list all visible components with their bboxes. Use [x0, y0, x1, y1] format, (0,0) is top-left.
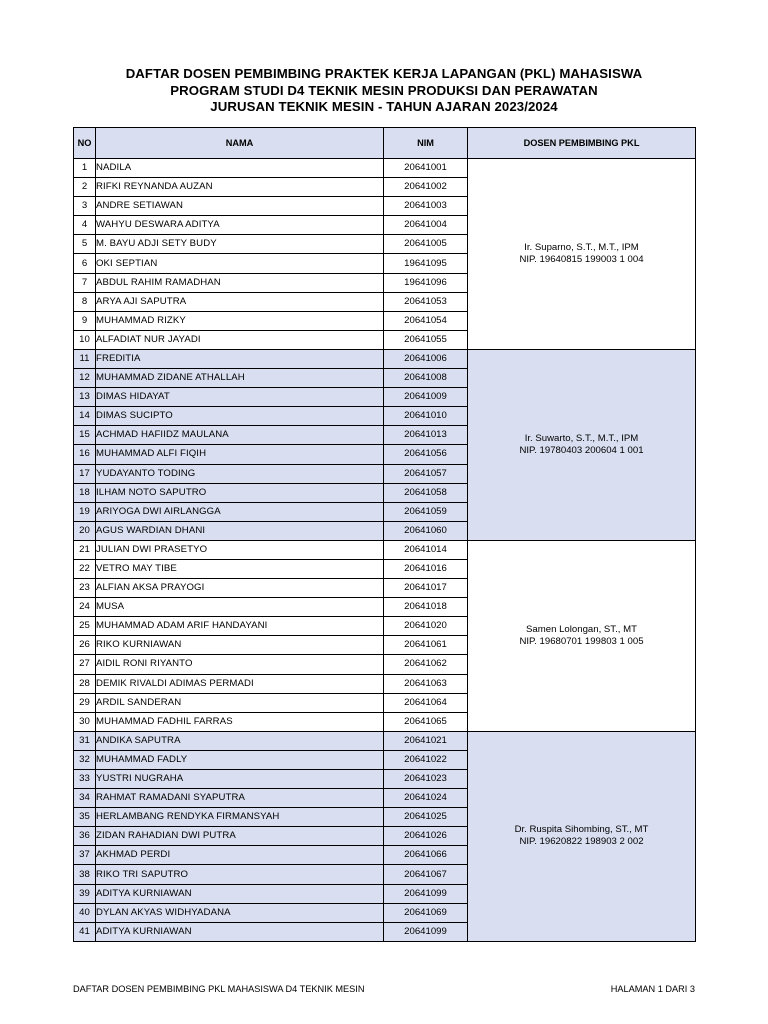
cell-no: 30: [74, 712, 96, 731]
dosen-name: Dr. Ruspita Sihombing, ST., MT: [514, 824, 649, 836]
cell-nim: 20641014: [384, 540, 468, 559]
cell-nama: ARYA AJI SAPUTRA: [96, 292, 384, 311]
cell-nim: 20641001: [384, 159, 468, 178]
cell-nim: 20641061: [384, 636, 468, 655]
cell-nama: ANDIKA SAPUTRA: [96, 731, 384, 750]
table-row: [74, 731, 696, 750]
table-row: [74, 349, 696, 368]
cell-nim: 20641099: [384, 884, 468, 903]
cell-nim: 20641016: [384, 559, 468, 578]
cell-nim: 20641057: [384, 464, 468, 483]
cell-no: 7: [74, 273, 96, 292]
cell-nama: MUHAMMAD RIZKY: [96, 311, 384, 330]
cell-nim: 20641053: [384, 292, 468, 311]
cell-nim: 20641064: [384, 693, 468, 712]
cell-nim: 20641067: [384, 865, 468, 884]
cell-nim: 20641054: [384, 311, 468, 330]
cell-nama: ALFADIAT NUR JAYADI: [96, 330, 384, 349]
cell-no: 16: [74, 445, 96, 464]
dosen-nip: NIP. 19680701 199803 1 005: [519, 635, 644, 647]
cell-nama: ARDIL SANDERAN: [96, 693, 384, 712]
cell-nama: WAHYU DESWARA ADITYA: [96, 216, 384, 235]
cell-no: 39: [74, 884, 96, 903]
table-row: [74, 540, 696, 559]
cell-nim: 20641024: [384, 789, 468, 808]
cell-nama: M. BAYU ADJI SETY BUDY: [96, 235, 384, 254]
cell-nama: MUHAMMAD ALFI FIQIH: [96, 445, 384, 464]
cell-nama: JULIAN DWI PRASETYO: [96, 540, 384, 559]
cell-no: 12: [74, 369, 96, 388]
cell-no: 21: [74, 540, 96, 559]
cell-no: 27: [74, 655, 96, 674]
cell-no: 29: [74, 693, 96, 712]
cell-dosen-pembimbing: [468, 540, 696, 731]
cell-no: 33: [74, 770, 96, 789]
cell-nim: 20641065: [384, 712, 468, 731]
cell-nim: 20641059: [384, 502, 468, 521]
cell-nama: MUHAMMAD FADLY: [96, 750, 384, 769]
cell-nama: FREDITIA: [96, 349, 384, 368]
cell-nim: 20641062: [384, 655, 468, 674]
cell-nama: ACHMAD HAFIIDZ MAULANA: [96, 426, 384, 445]
cell-nama: RIFKI REYNANDA AUZAN: [96, 178, 384, 197]
title-line-1: DAFTAR DOSEN PEMBIMBING PRAKTEK KERJA LAPANGAN (PKL) MAHASISWA: [125, 66, 643, 81]
cell-nim: 20641009: [384, 388, 468, 407]
cell-nim: 20641005: [384, 235, 468, 254]
cell-nama: RIKO KURNIAWAN: [96, 636, 384, 655]
cell-nim: 20641003: [384, 197, 468, 216]
table-header-row: [74, 128, 696, 159]
cell-nama: ANDRE SETIAWAN: [96, 197, 384, 216]
title-line-2: PROGRAM STUDI D4 TEKNIK MESIN PRODUKSI DAN PERAWATAN: [170, 82, 598, 98]
cell-nim: 20641099: [384, 922, 468, 941]
cell-no: 26: [74, 636, 96, 655]
cell-nim: 20641056: [384, 445, 468, 464]
dosen-nip: NIP. 19640815 199003 1 004: [519, 253, 644, 265]
cell-nama: ARIYOGA DWI AIRLANGGA: [96, 502, 384, 521]
cell-nama: RAHMAT RAMADANI SYAPUTRA: [96, 789, 384, 808]
header-dosen: DOSEN PEMBIMBING PKL: [468, 128, 696, 159]
cell-nama: AIDIL RONI RIYANTO: [96, 655, 384, 674]
cell-dosen-pembimbing: [468, 349, 696, 540]
cell-nama: YUSTRI NUGRAHA: [96, 770, 384, 789]
dosen-name: Ir. Suwarto, S.T., M.T., IPM: [524, 432, 639, 444]
cell-no: 4: [74, 216, 96, 235]
cell-no: 5: [74, 235, 96, 254]
cell-no: 14: [74, 407, 96, 426]
cell-nim: 20641060: [384, 521, 468, 540]
cell-nama: ABDUL RAHIM RAMADHAN: [96, 273, 384, 292]
cell-nim: 20641017: [384, 579, 468, 598]
dosen-nip: NIP. 19620822 198903 2 002: [519, 836, 644, 848]
cell-dosen-pembimbing: [468, 159, 696, 350]
cell-no: 22: [74, 559, 96, 578]
cell-no: 20: [74, 521, 96, 540]
cell-no: 2: [74, 178, 96, 197]
cell-no: 18: [74, 483, 96, 502]
cell-nim: 20641063: [384, 674, 468, 693]
cell-nim: 20641023: [384, 770, 468, 789]
cell-nama: MUHAMMAD ADAM ARIF HANDAYANI: [96, 617, 384, 636]
cell-no: 23: [74, 579, 96, 598]
cell-nama: DEMIK RIVALDI ADIMAS PERMADI: [96, 674, 384, 693]
cell-no: 28: [74, 674, 96, 693]
cell-no: 32: [74, 750, 96, 769]
cell-nama: AGUS WARDIAN DHANI: [96, 521, 384, 540]
cell-nim: 19641096: [384, 273, 468, 292]
cell-nama: ADITYA KURNIAWAN: [96, 922, 384, 941]
cell-nama: AKHMAD PERDI: [96, 846, 384, 865]
cell-nama: RIKO TRI SAPUTRO: [96, 865, 384, 884]
cell-nim: 20641010: [384, 407, 468, 426]
cell-nama: DIMAS SUCIPTO: [96, 407, 384, 426]
cell-nim: 20641021: [384, 731, 468, 750]
cell-nama: OKI SEPTIAN: [96, 254, 384, 273]
cell-no: 37: [74, 846, 96, 865]
cell-nama: VETRO MAY TIBE: [96, 559, 384, 578]
cell-nim: 20641018: [384, 598, 468, 617]
cell-no: 31: [74, 731, 96, 750]
cell-nim: 20641055: [384, 330, 468, 349]
cell-nama: ZIDAN RAHADIAN DWI PUTRA: [96, 827, 384, 846]
cell-no: 19: [74, 502, 96, 521]
cell-nama: DYLAN AKYAS WIDHYADANA: [96, 903, 384, 922]
cell-no: 13: [74, 388, 96, 407]
cell-nama: ADITYA KURNIAWAN: [96, 884, 384, 903]
cell-no: 24: [74, 598, 96, 617]
dosen-nip: NIP. 19780403 200604 1 001: [519, 444, 644, 456]
dosen-name: Samen Lolongan, ST., MT: [526, 623, 637, 635]
cell-no: 15: [74, 426, 96, 445]
cell-nim: 20641004: [384, 216, 468, 235]
cell-no: 35: [74, 808, 96, 827]
cell-nama: DIMAS HIDAYAT: [96, 388, 384, 407]
header-nim: NIM: [384, 128, 468, 159]
header-nama: NAMA: [96, 128, 384, 159]
header-no: NO: [74, 128, 96, 159]
cell-no: 17: [74, 464, 96, 483]
cell-nim: 20641058: [384, 483, 468, 502]
supervisor-table: [73, 127, 696, 942]
cell-no: 1: [74, 159, 96, 178]
document-title: [0, 66, 768, 116]
cell-nim: 20641026: [384, 827, 468, 846]
cell-nama: HERLAMBANG RENDYKA FIRMANSYAH: [96, 808, 384, 827]
cell-nim: 20641013: [384, 426, 468, 445]
cell-no: 41: [74, 922, 96, 941]
cell-nim: 19641095: [384, 254, 468, 273]
cell-dosen-pembimbing: [468, 731, 696, 941]
cell-nama: MUHAMMAD ZIDANE ATHALLAH: [96, 369, 384, 388]
cell-nama: MUSA: [96, 598, 384, 617]
footer-document-name: DAFTAR DOSEN PEMBIMBING PKL MAHASISWA D4 TEKNIK MESIN: [73, 984, 365, 994]
cell-nim: 20641069: [384, 903, 468, 922]
cell-nim: 20641066: [384, 846, 468, 865]
cell-nama: ALFIAN AKSA PRAYOGI: [96, 579, 384, 598]
cell-no: 40: [74, 903, 96, 922]
cell-no: 34: [74, 789, 96, 808]
dosen-name: Ir. Suparno, S.T., M.T., IPM: [524, 241, 639, 253]
footer-page-number: HALAMAN 1 DARI 3: [610, 984, 695, 994]
cell-no: 36: [74, 827, 96, 846]
cell-nama: ILHAM NOTO SAPUTRO: [96, 483, 384, 502]
cell-nim: 20641025: [384, 808, 468, 827]
cell-no: 3: [74, 197, 96, 216]
cell-no: 6: [74, 254, 96, 273]
cell-nama: NADILA: [96, 159, 384, 178]
cell-no: 8: [74, 292, 96, 311]
cell-no: 25: [74, 617, 96, 636]
cell-nim: 20641002: [384, 178, 468, 197]
cell-nim: 20641008: [384, 369, 468, 388]
cell-no: 38: [74, 865, 96, 884]
title-line-3: JURUSAN TEKNIK MESIN - TAHUN AJARAN 2023/2024: [210, 99, 558, 114]
table-body: [74, 159, 696, 942]
cell-nama: MUHAMMAD FADHIL FARRAS: [96, 712, 384, 731]
cell-nim: 20641022: [384, 750, 468, 769]
cell-nim: 20641006: [384, 349, 468, 368]
cell-no: 11: [74, 349, 96, 368]
table-row: [74, 159, 696, 178]
cell-nama: YUDAYANTO TODING: [96, 464, 384, 483]
cell-no: 10: [74, 330, 96, 349]
cell-no: 9: [74, 311, 96, 330]
cell-nim: 20641020: [384, 617, 468, 636]
